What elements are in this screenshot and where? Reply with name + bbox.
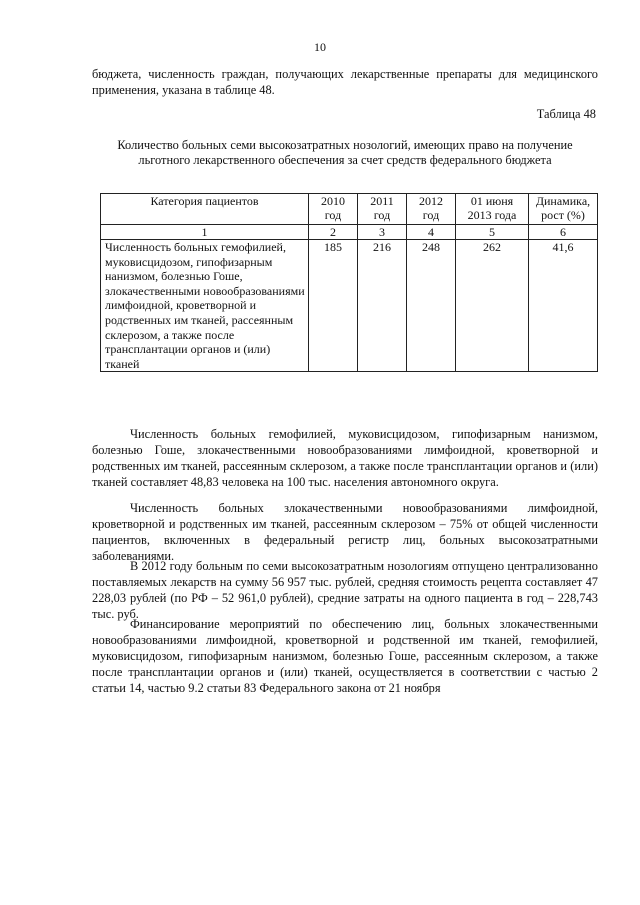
- column-number: 3: [358, 225, 407, 240]
- page-number: 10: [314, 40, 326, 54]
- value-2010: 185: [309, 240, 358, 372]
- paragraph-patients-rate: Численность больных гемофилией, муковисцидозом, гипофизарным нанизмом, болезнью Гоше, злокачественными новообразованиями лимфоидной, кроветворной и родственных им тканей, рассеянным склерозом, а также после трансплантации органов и (или) тканей составляет 48,83 человека на 100 тыс. населения автономного округа.: [92, 427, 598, 489]
- header-category: Категория пациентов: [101, 194, 309, 225]
- column-number: 6: [529, 225, 598, 240]
- header-2012: 2012 год: [407, 194, 456, 225]
- table-column-numbers-row: [101, 225, 598, 240]
- value-2011: 216: [358, 240, 407, 372]
- header-june-2013: 01 июня 2013 года: [456, 194, 529, 225]
- column-number: 2: [309, 225, 358, 240]
- column-number: 5: [456, 225, 529, 240]
- value-june-2013: 262: [456, 240, 529, 372]
- paragraph-drug-costs: В 2012 году больным по семи высокозатратным нозологиям отпущено централизованно поставляемых лекарств на сумму 56 957 тыс. рублей, средняя стоимость рецепта составляет 47 228,03 рублей (по РФ – 52 961,0 рублей), средние затраты на одного пациента в год – 228,743 тыс. руб.: [92, 559, 598, 621]
- paragraph-financing: Финансирование мероприятий по обеспечению лиц, больных злокачественными новообразованиями лимфоидной, кроветворной и родственной им тканей, гемофилией, муковисцидозом, гипофизарным нанизмом, болезнью Гоше, рассеянным склерозом, а также после трансплантации органов и (или) тканей, осуществляется в соответствии с частью 2 статьи 14, частью 9.2 статьи 83 Федерального закона от 21 ноября: [92, 617, 598, 695]
- patients-table: [100, 193, 598, 372]
- value-2012: 248: [407, 240, 456, 372]
- value-dynamics: 41,6: [529, 240, 598, 372]
- row-category: Численность больных гемофилией, муковисцидозом, гипофизарным нанизмом, болезнью Гоше, злокачественными новообразованиями лимфоидной, кроветворной и родственных им тканей, рассеянным склерозом, а также после трансплантации органов и (или) тканей: [101, 240, 309, 372]
- header-2011: 2011 год: [358, 194, 407, 225]
- table-title: Количество больных семи высокозатратных нозологий, имеющих право на получение льготного лекарственного обеспечения за счет средств федерального бюджета: [117, 138, 573, 167]
- table-header-row: [101, 194, 598, 225]
- intro-paragraph: бюджета, численность граждан, получающих лекарственные препараты для медицинского применения, указана в таблице 48.: [92, 67, 598, 97]
- table-label: Таблица 48: [536, 107, 596, 121]
- table-row: [101, 240, 598, 372]
- header-dynamics: Динамика, рост (%): [529, 194, 598, 225]
- header-2010: 2010 год: [309, 194, 358, 225]
- paragraph-oncology-share: Численность больных злокачественными новообразованиями лимфоидной, кроветворной и родственных им тканей, рассеянным склерозом – 75% от общей численности пациентов, включенных в федеральный регистр лиц, больных высокозатратными заболеваниями.: [92, 501, 598, 563]
- column-number: 1: [101, 225, 309, 240]
- column-number: 4: [407, 225, 456, 240]
